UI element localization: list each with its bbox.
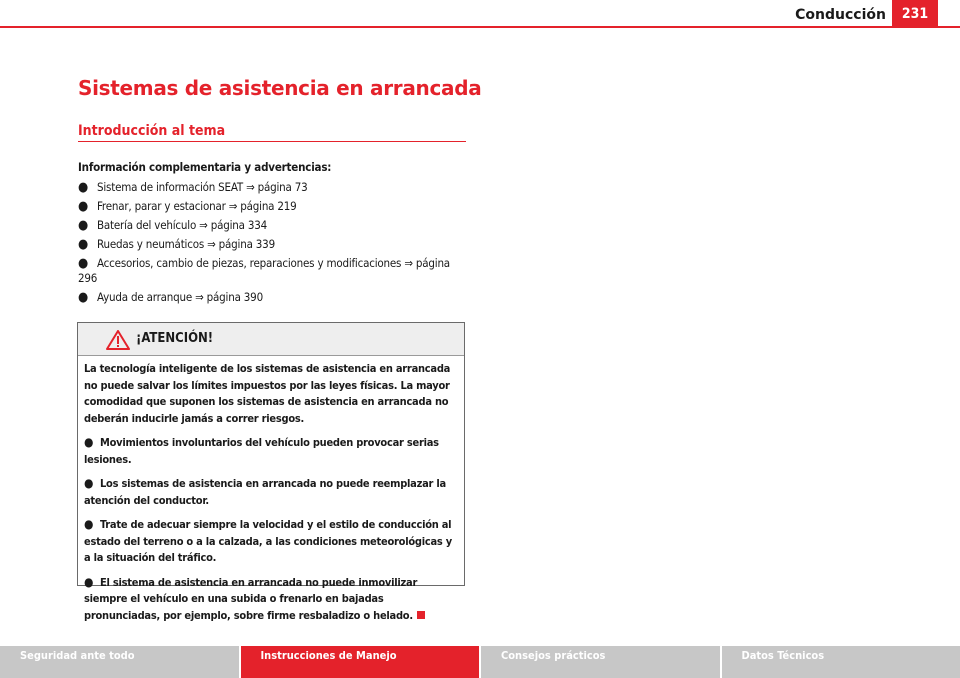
warning-item: ● Los sistemas de asistencia en arrancada no puede reemplazar la atención del conductor. bbox=[84, 476, 446, 507]
list-item[interactable]: ● Batería del vehículo ⇒ página 334 bbox=[78, 218, 267, 233]
bullet-icon: ● bbox=[84, 476, 94, 490]
info-heading: Información complementaria y advertencias: bbox=[78, 160, 332, 174]
page-title: Sistemas de asistencia en arrancada bbox=[78, 76, 482, 100]
reference-list bbox=[78, 180, 468, 309]
warning-triangle-icon bbox=[106, 330, 130, 350]
warning-item: ● Trate de adecuar siempre la velocidad y el estilo de conducción al estado del terreno o a la calzada, a las condiciones meteorológicas y a la situación del tráfico. bbox=[84, 517, 452, 564]
page-number: 231 bbox=[892, 0, 938, 27]
bullet-icon: ● bbox=[78, 237, 89, 252]
list-item[interactable]: ● Ayuda de arranque ⇒ página 390 bbox=[78, 290, 263, 305]
bullet-icon: ● bbox=[78, 199, 89, 214]
warning-header bbox=[78, 323, 464, 356]
bullet-icon: ● bbox=[84, 517, 94, 531]
footer-nav bbox=[0, 646, 960, 678]
bullet-icon: ● bbox=[78, 290, 89, 305]
warning-intro: La tecnología inteligente de los sistemas de asistencia en arrancada no puede salvar los límites impuestos por las leyes físicas. La mayor comodidad que suponen los sistemas de asistencia en arrancada no deberán inducirle jamás a correr riesgos. bbox=[84, 362, 451, 425]
tab-seguridad[interactable]: Seguridad ante todo bbox=[0, 646, 241, 678]
warning-body bbox=[78, 356, 464, 624]
chapter-title: Conducción bbox=[795, 7, 886, 23]
list-item[interactable]: ● Accesorios, cambio de piezas, reparaciones y modificaciones ⇒ página 296 bbox=[78, 256, 450, 285]
bullet-icon: ● bbox=[78, 180, 89, 195]
header-rule bbox=[0, 26, 960, 28]
warning-item: ● Movimientos involuntarios del vehículo pueden provocar serias lesiones. bbox=[84, 435, 439, 466]
bullet-icon: ● bbox=[78, 256, 89, 271]
warning-item: ● El sistema de asistencia en arrancada no puede inmovilizar siempre el vehículo en una subida o frenarlo en bajadas pronunciadas, por ejemplo, sobre firme resbaladizo o helado. bbox=[84, 574, 458, 625]
bullet-icon: ● bbox=[84, 574, 94, 589]
section-title: Introducción al tema bbox=[78, 123, 466, 142]
end-of-section-icon bbox=[417, 611, 425, 619]
tab-consejos[interactable]: Consejos prácticos bbox=[481, 646, 722, 678]
list-item[interactable]: ● Ruedas y neumáticos ⇒ página 339 bbox=[78, 237, 275, 252]
bullet-icon: ● bbox=[84, 435, 94, 449]
list-item[interactable]: ● Sistema de información SEAT ⇒ página 73 bbox=[78, 180, 308, 195]
list-item[interactable]: ● Frenar, parar y estacionar ⇒ página 219 bbox=[78, 199, 297, 214]
warning-box bbox=[77, 322, 465, 622]
bullet-icon: ● bbox=[78, 218, 89, 233]
tab-datos-tecnicos[interactable]: Datos Técnicos bbox=[722, 646, 960, 678]
tab-instrucciones[interactable]: Instrucciones de Manejo bbox=[241, 646, 482, 678]
warning-title: ¡ATENCIÓN! bbox=[136, 331, 214, 346]
